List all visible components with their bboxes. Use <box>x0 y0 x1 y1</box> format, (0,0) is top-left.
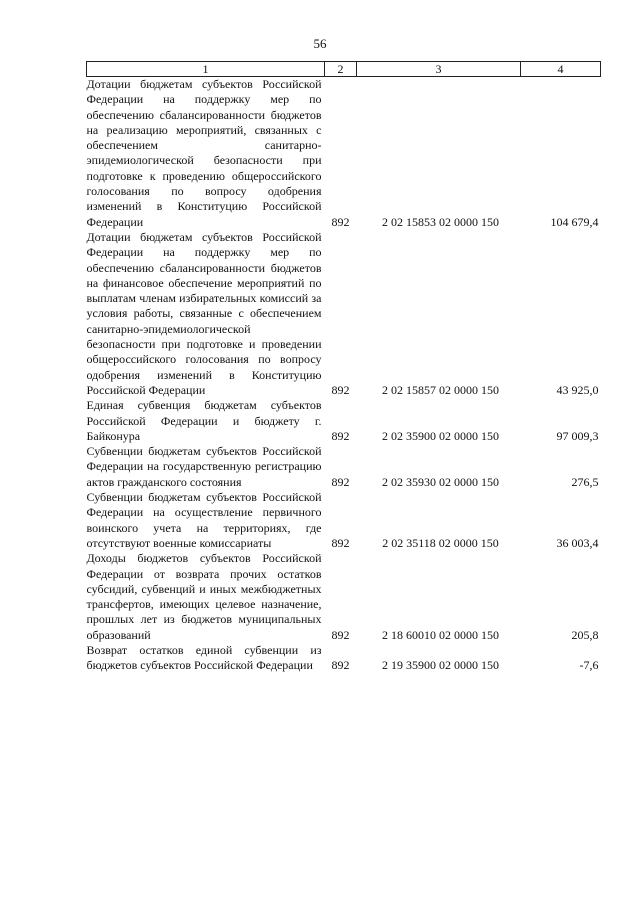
row-admin-code: 892 <box>331 382 350 397</box>
row-admin-code: 892 <box>331 428 350 443</box>
row-description: Доходы бюджетов субъектов Российской Федерации от возврата прочих остатков субсидий, субвенций и иных межбюджетных трансфертов, имеющих целевое назначение, прошлых лет из бюджетов муниципальных образований <box>86 551 322 642</box>
table-body <box>87 77 601 674</box>
row-amount: -7,6 <box>579 658 599 673</box>
row-admin-code: 892 <box>331 627 350 642</box>
row-description: Субвенции бюджетам субъектов Российской Федерации на государственную регистрацию актов гражданского состояния <box>86 444 322 489</box>
row-admin-code: 892 <box>331 658 350 673</box>
table-row <box>87 230 601 398</box>
table-row <box>87 398 601 444</box>
row-budget-class-code: 2 02 15857 02 0000 150 <box>382 382 499 397</box>
column-header-3: 3 <box>357 62 521 77</box>
row-description: Дотации бюджетам субъектов Российской Федерации на поддержку мер по обеспечению сбалансированности бюджетов на финансовое обеспечение мероприятий по выплатам членам избирательных комиссий за условия работы, связанные с обеспечением санитарно-эпидемиологической безопасности при подготовке и проведении общероссийского голосования по вопросу одобрения изменений в Конституцию Российской Федерации <box>86 229 322 397</box>
table-row <box>87 643 601 674</box>
column-header-4: 4 <box>521 62 601 77</box>
row-admin-code: 892 <box>331 214 350 229</box>
row-budget-class-code: 2 02 35118 02 0000 150 <box>382 535 499 550</box>
row-amount: 276,5 <box>571 474 599 489</box>
row-description: Дотации бюджетам субъектов Российской Федерации на поддержку мер по обеспечению сбалансированности бюджетов на реализацию мероприятий, связанных с обеспечением санитарно-эпидемиологической безопасности при подготовке к проведению общероссийского голосования по вопросу одобрения изменений в Конституцию Российской Федерации <box>86 77 322 229</box>
row-budget-class-code: 2 02 35900 02 0000 150 <box>382 428 499 443</box>
row-amount: 205,8 <box>571 627 599 642</box>
row-admin-code: 892 <box>331 535 350 550</box>
row-description: Субвенции бюджетам субъектов Российской Федерации на осуществление первичного воинского учета на территориях, где отсутствуют военные комиссариаты <box>86 490 322 550</box>
row-amount: 43 925,0 <box>556 382 599 397</box>
column-header-2: 2 <box>325 62 357 77</box>
row-amount: 104 679,4 <box>550 214 599 229</box>
row-description: Единая субвенция бюджетам субъектов Российской Федерации и бюджету г. Байконура <box>86 398 322 443</box>
row-admin-code: 892 <box>331 474 350 489</box>
row-budget-class-code: 2 02 35930 02 0000 150 <box>382 474 499 489</box>
row-budget-class-code: 2 19 35900 02 0000 150 <box>382 658 499 673</box>
table-header-row <box>87 62 601 77</box>
row-description: Возврат остатков единой субвенции из бюджетов субъектов Российской Федерации <box>86 642 322 673</box>
row-budget-class-code: 2 02 15853 02 0000 150 <box>382 214 499 229</box>
table-row <box>87 551 601 643</box>
row-amount: 36 003,4 <box>556 535 599 550</box>
row-amount: 97 009,3 <box>556 428 599 443</box>
column-header-1: 1 <box>87 62 325 77</box>
page-number: 56 <box>313 36 327 51</box>
budget-revenue-table <box>86 61 601 674</box>
table-row <box>87 77 601 230</box>
table-row <box>87 490 601 551</box>
table-row <box>87 444 601 490</box>
row-budget-class-code: 2 18 60010 02 0000 150 <box>382 627 499 642</box>
